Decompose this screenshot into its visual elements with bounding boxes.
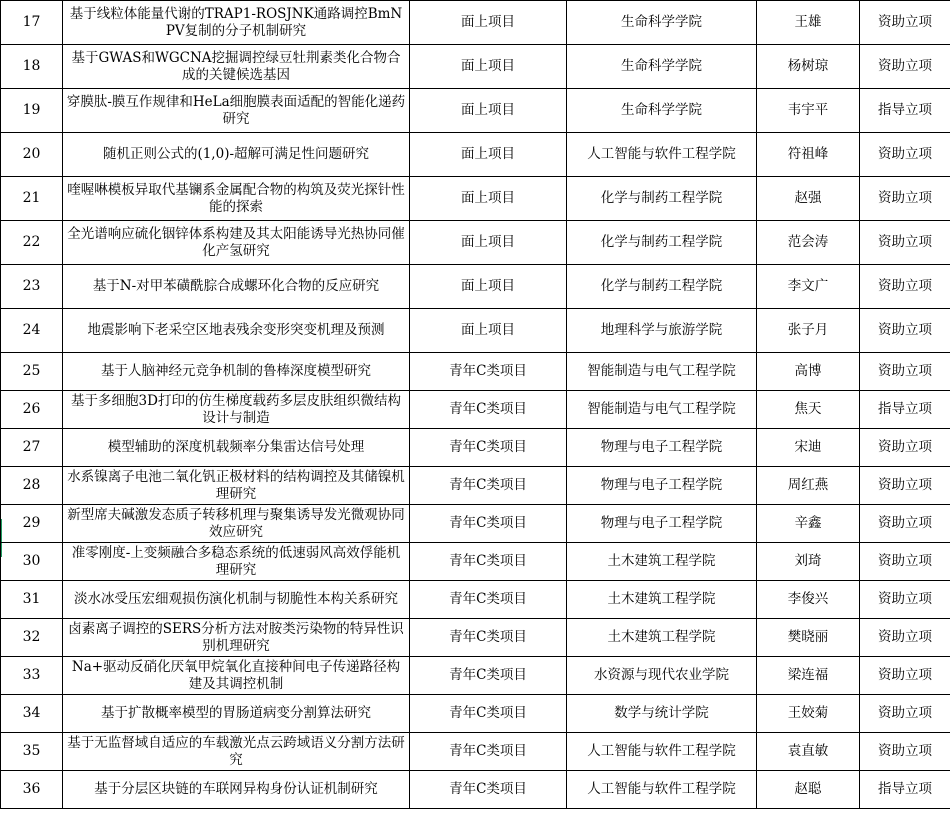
project-title: 基于GWAS和WGCNA挖掘调控绿豆牡荆素类化合物合成的关键候选基因 (63, 45, 410, 89)
row-number: 21 (1, 177, 63, 221)
table-row (1, 733, 950, 771)
project-type: 青年C类项目 (410, 657, 567, 695)
college: 数学与统计学院 (567, 695, 757, 733)
principal: 袁直敏 (757, 733, 860, 771)
principal: 王姣菊 (757, 695, 860, 733)
table-row (1, 581, 950, 619)
project-type: 面上项目 (410, 89, 567, 133)
project-title: 准零刚度-上变频融合多稳态系统的低速弱风高效俘能机理研究 (63, 543, 410, 581)
row-number: 35 (1, 733, 63, 771)
project-type: 面上项目 (410, 133, 567, 177)
project-type: 面上项目 (410, 309, 567, 353)
approval-status: 资助立项 (860, 429, 950, 467)
project-type: 青年C类项目 (410, 543, 567, 581)
approval-status: 指导立项 (860, 771, 950, 809)
row-number: 29 (1, 505, 63, 543)
project-title: 水系镍离子电池二氧化钒正极材料的结构调控及其储镍机理研究 (63, 467, 410, 505)
college: 智能制造与电气工程学院 (567, 353, 757, 391)
project-type: 青年C类项目 (410, 619, 567, 657)
row-number: 36 (1, 771, 63, 809)
college: 土木建筑工程学院 (567, 619, 757, 657)
approval-status: 资助立项 (860, 1, 950, 45)
table-row (1, 45, 950, 89)
project-type: 青年C类项目 (410, 391, 567, 429)
table-row (1, 265, 950, 309)
approval-status: 指导立项 (860, 391, 950, 429)
project-type: 青年C类项目 (410, 581, 567, 619)
project-title: 新型席夫碱激发态质子转移机理与聚集诱导发光微观协同效应研究 (63, 505, 410, 543)
row-number: 18 (1, 45, 63, 89)
project-title: 模型辅助的深度机载频率分集雷达信号处理 (63, 429, 410, 467)
project-title: 淡水冰受压宏细观损伤演化机制与韧脆性本构关系研究 (63, 581, 410, 619)
college: 智能制造与电气工程学院 (567, 391, 757, 429)
project-table-body (1, 1, 950, 809)
table-row (1, 89, 950, 133)
project-title: 基于扩散概率模型的胃肠道病变分割算法研究 (63, 695, 410, 733)
approval-status: 资助立项 (860, 733, 950, 771)
approval-status: 资助立项 (860, 619, 950, 657)
project-title: 基于N-对甲苯磺酰腙合成螺环化合物的反应研究 (63, 265, 410, 309)
project-type: 面上项目 (410, 45, 567, 89)
approval-status: 指导立项 (860, 89, 950, 133)
row-number: 31 (1, 581, 63, 619)
project-title: 基于无监督域自适应的车载激光点云跨域语义分割方法研究 (63, 733, 410, 771)
principal: 韦宇平 (757, 89, 860, 133)
college: 物理与电子工程学院 (567, 505, 757, 543)
table-row (1, 1, 950, 45)
row-number: 24 (1, 309, 63, 353)
college: 生命科学学院 (567, 45, 757, 89)
approval-status: 资助立项 (860, 309, 950, 353)
approval-status: 资助立项 (860, 581, 950, 619)
principal: 符祖峰 (757, 133, 860, 177)
project-type: 青年C类项目 (410, 733, 567, 771)
principal: 李俊兴 (757, 581, 860, 619)
table-row (1, 133, 950, 177)
college: 化学与制药工程学院 (567, 221, 757, 265)
college: 化学与制药工程学院 (567, 177, 757, 221)
principal: 范会涛 (757, 221, 860, 265)
principal: 周红燕 (757, 467, 860, 505)
project-title: 基于线粒体能量代谢的TRAP1-ROSJNK通路调控BmNPV复制的分子机制研究 (63, 1, 410, 45)
approval-status: 资助立项 (860, 353, 950, 391)
row-number: 25 (1, 353, 63, 391)
table-row (1, 543, 950, 581)
project-type: 面上项目 (410, 265, 567, 309)
project-title: 地震影响下老采空区地表残余变形突变机理及预测 (63, 309, 410, 353)
project-type: 青年C类项目 (410, 695, 567, 733)
project-title: 基于分层区块链的车联网异构身份认证机制研究 (63, 771, 410, 809)
row-number: 20 (1, 133, 63, 177)
principal: 辛鑫 (757, 505, 860, 543)
principal: 焦天 (757, 391, 860, 429)
project-type: 青年C类项目 (410, 505, 567, 543)
row-number: 32 (1, 619, 63, 657)
college: 人工智能与软件工程学院 (567, 733, 757, 771)
approval-status: 资助立项 (860, 265, 950, 309)
project-type: 面上项目 (410, 1, 567, 45)
college: 人工智能与软件工程学院 (567, 133, 757, 177)
college: 水资源与现代农业学院 (567, 657, 757, 695)
approval-status: 资助立项 (860, 695, 950, 733)
row-number: 28 (1, 467, 63, 505)
row-number: 34 (1, 695, 63, 733)
project-type: 青年C类项目 (410, 467, 567, 505)
table-row (1, 309, 950, 353)
row-number: 27 (1, 429, 63, 467)
approval-status: 资助立项 (860, 543, 950, 581)
row-number: 22 (1, 221, 63, 265)
project-title: 全光谱响应硫化铟锌体系构建及其太阳能诱导光热协同催化产氢研究 (63, 221, 410, 265)
project-type: 青年C类项目 (410, 771, 567, 809)
approval-status: 资助立项 (860, 467, 950, 505)
college: 生命科学学院 (567, 1, 757, 45)
principal: 赵强 (757, 177, 860, 221)
principal: 王雄 (757, 1, 860, 45)
table-row (1, 771, 950, 809)
principal: 赵聪 (757, 771, 860, 809)
principal: 宋迪 (757, 429, 860, 467)
project-title: 随机正则公式的(1,0)-超解可满足性问题研究 (63, 133, 410, 177)
row-number: 17 (1, 1, 63, 45)
approval-status: 资助立项 (860, 657, 950, 695)
project-title: 喹喔啉模板异取代基镧系金属配合物的构筑及荧光探针性能的探索 (63, 177, 410, 221)
approval-status: 资助立项 (860, 133, 950, 177)
project-type: 青年C类项目 (410, 353, 567, 391)
college: 土木建筑工程学院 (567, 543, 757, 581)
row-number: 30 (1, 543, 63, 581)
project-type: 面上项目 (410, 221, 567, 265)
college: 人工智能与软件工程学院 (567, 771, 757, 809)
approval-status: 资助立项 (860, 177, 950, 221)
project-type: 面上项目 (410, 177, 567, 221)
college: 物理与电子工程学院 (567, 429, 757, 467)
college: 物理与电子工程学院 (567, 467, 757, 505)
row-number: 23 (1, 265, 63, 309)
principal: 高博 (757, 353, 860, 391)
project-title: Na+驱动反硝化厌氧甲烷氧化直接种间电子传递路径构建及其调控机制 (63, 657, 410, 695)
table-row (1, 391, 950, 429)
table-row (1, 619, 950, 657)
table-row (1, 177, 950, 221)
principal: 杨树琼 (757, 45, 860, 89)
row-number: 26 (1, 391, 63, 429)
approval-status: 资助立项 (860, 45, 950, 89)
college: 生命科学学院 (567, 89, 757, 133)
table-row (1, 467, 950, 505)
college: 地理科学与旅游学院 (567, 309, 757, 353)
table-row (1, 429, 950, 467)
table-row (1, 657, 950, 695)
table-row (1, 505, 950, 543)
principal: 李文广 (757, 265, 860, 309)
principal: 张子月 (757, 309, 860, 353)
project-title: 卤素离子调控的SERS分析方法对胺类污染物的特异性识别机理研究 (63, 619, 410, 657)
table-row (1, 695, 950, 733)
principal: 樊晓丽 (757, 619, 860, 657)
project-title: 基于人脑神经元竞争机制的鲁棒深度模型研究 (63, 353, 410, 391)
approval-status: 资助立项 (860, 221, 950, 265)
principal: 梁连福 (757, 657, 860, 695)
project-type: 青年C类项目 (410, 429, 567, 467)
principal: 刘琦 (757, 543, 860, 581)
college: 化学与制药工程学院 (567, 265, 757, 309)
approval-status: 资助立项 (860, 505, 950, 543)
row-number: 33 (1, 657, 63, 695)
row-number: 19 (1, 89, 63, 133)
project-title: 基于多细胞3D打印的仿生梯度载药多层皮肤组织微结构设计与制造 (63, 391, 410, 429)
project-title: 穿膜肽-膜互作规律和HeLa细胞膜表面适配的智能化递药研究 (63, 89, 410, 133)
table-row (1, 221, 950, 265)
table-row (1, 353, 950, 391)
college: 土木建筑工程学院 (567, 581, 757, 619)
